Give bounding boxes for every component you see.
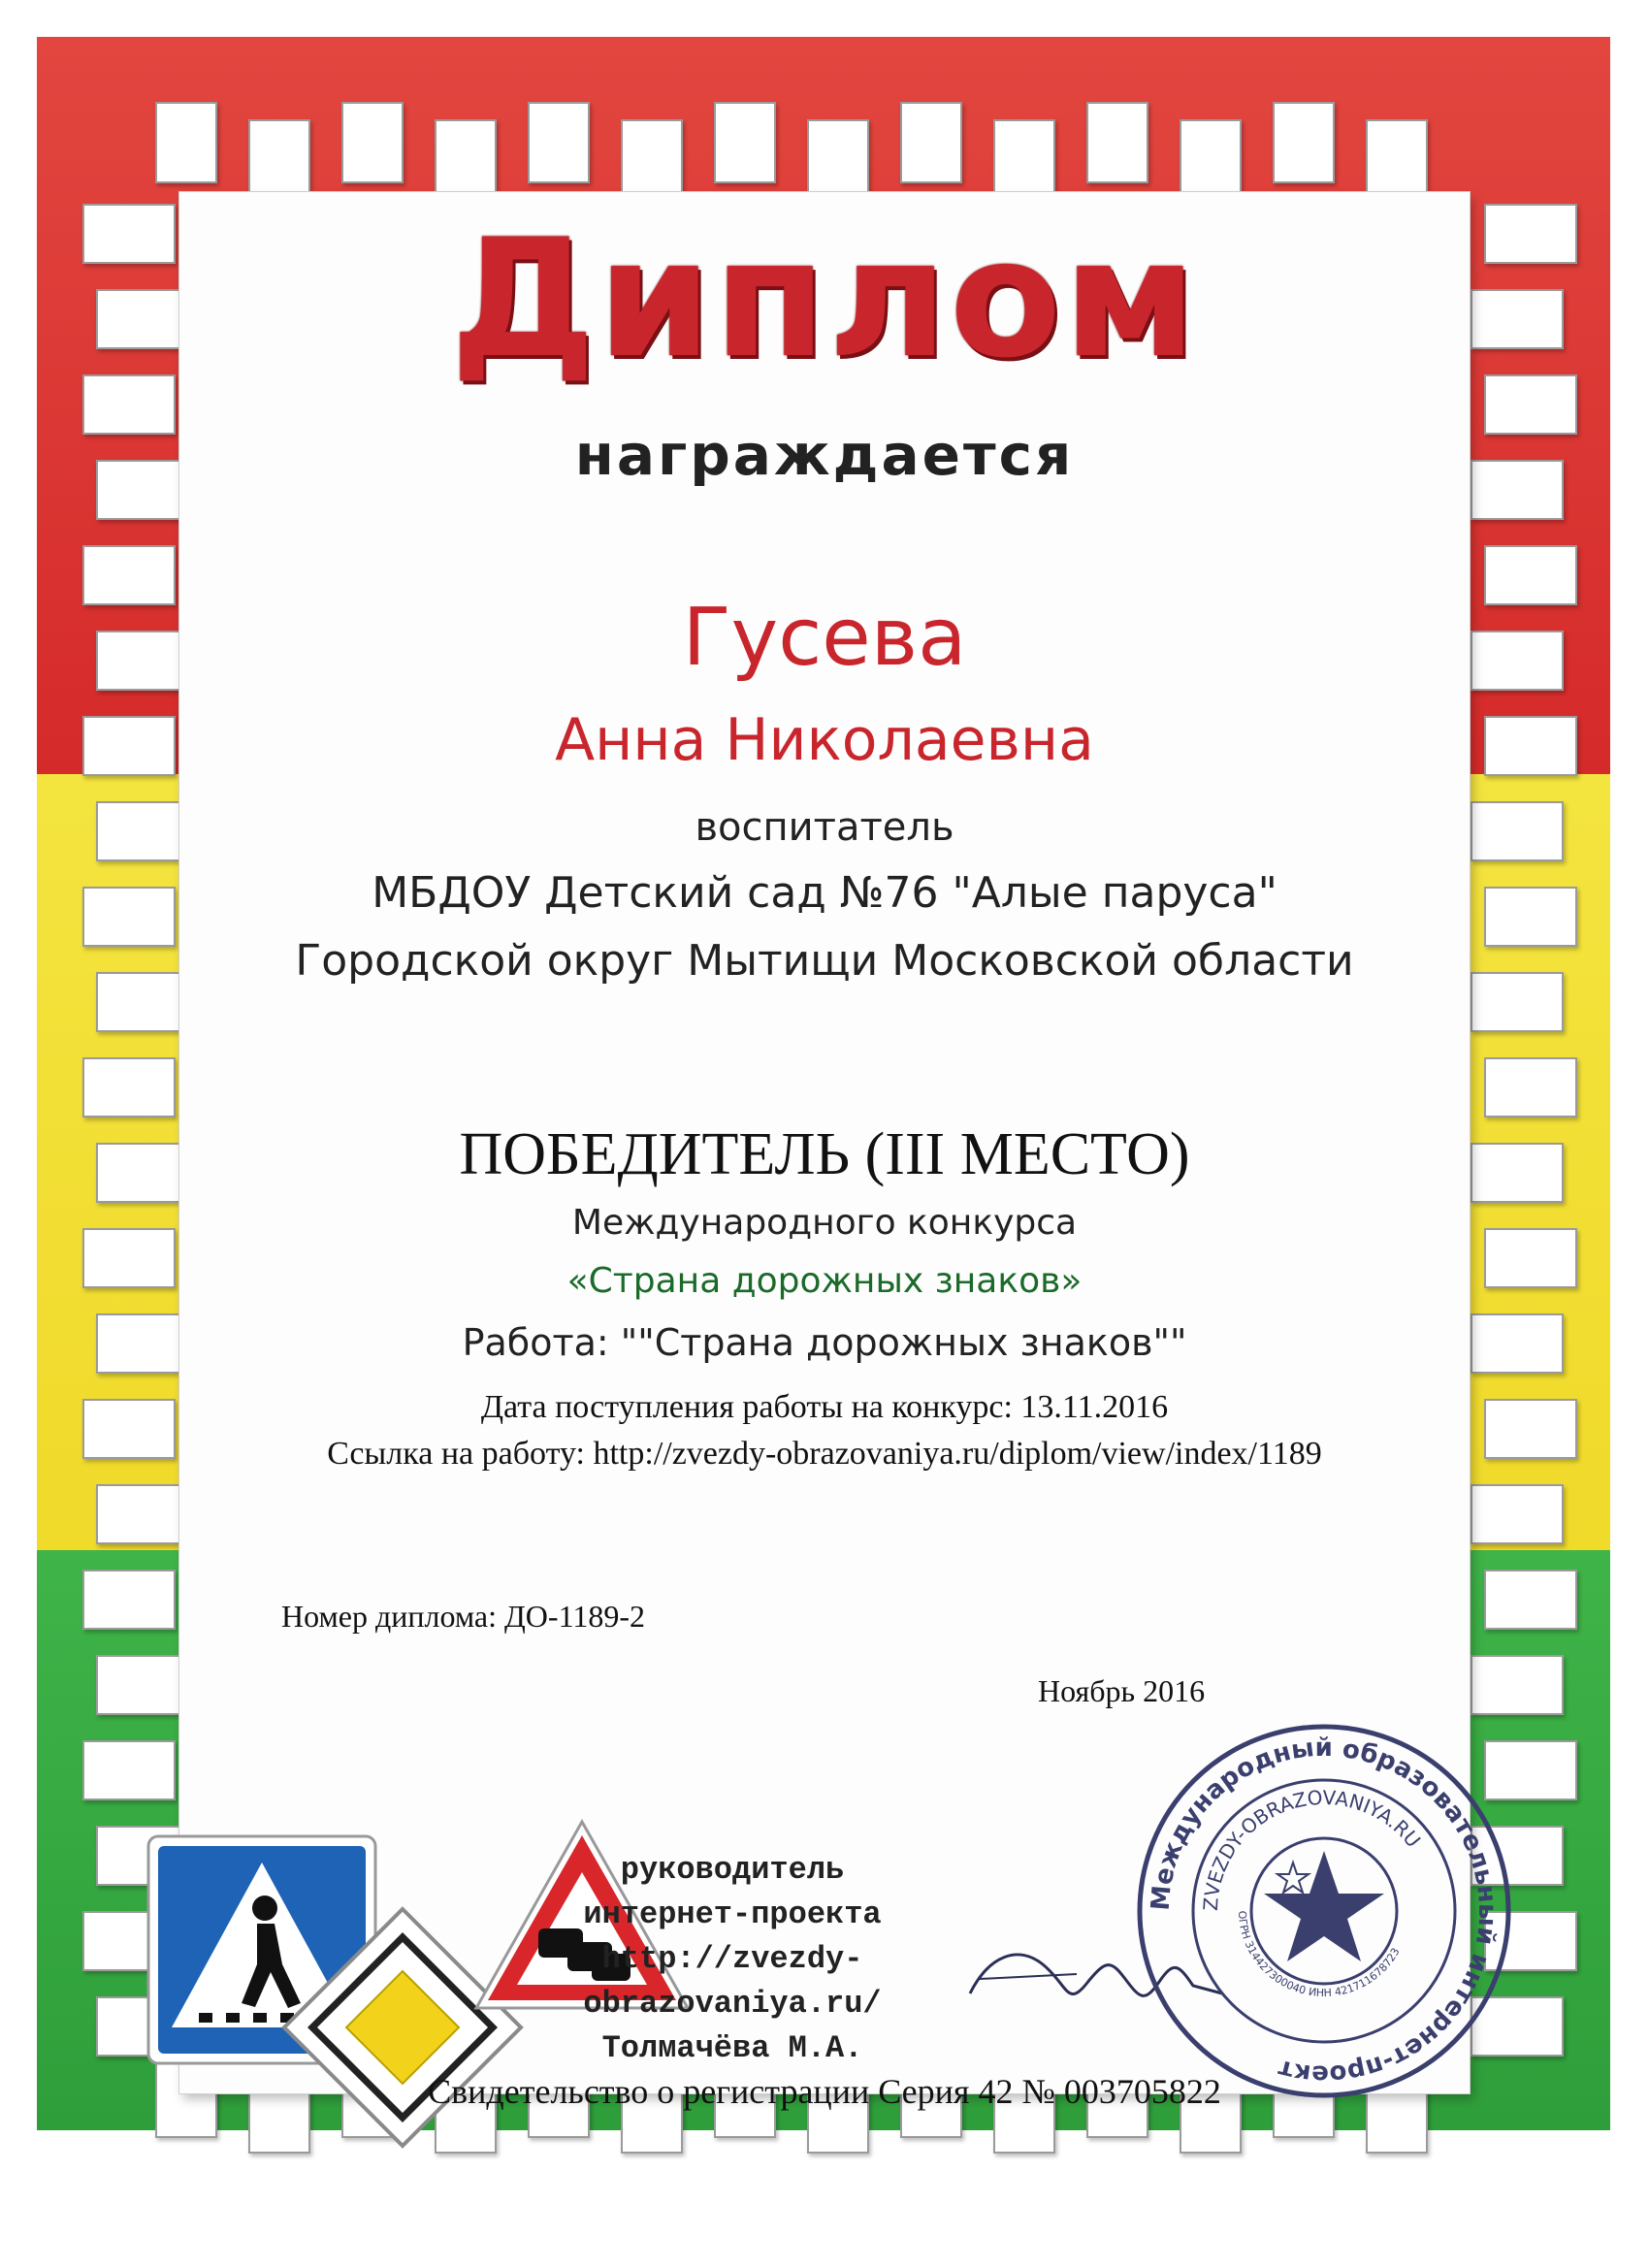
diploma-number: Номер диплома: ДО-1189-2 [281, 1599, 646, 1634]
stamp-outer-text: Международный образовательный интернет-проект [1146, 1733, 1503, 2090]
stamp-codes: ОГРН 314427300040 ИНН 421711678723 [1235, 1910, 1403, 2000]
frame-tile [807, 119, 869, 201]
frame-tile [435, 119, 497, 201]
stamp-inner-text: ZVEZDY-OBRAZOVANIYA.RU [1198, 1785, 1426, 1912]
frame-tile [1273, 102, 1335, 183]
head-url: http://zvezdy-obrazovaniya.ru/ [583, 1941, 882, 2022]
frame-tile [621, 119, 683, 201]
frame-tile [341, 102, 404, 183]
frame-tile [900, 102, 962, 183]
recipient-position: воспитатель [695, 805, 954, 850]
frame-tile [82, 1740, 176, 1800]
recipient-surname: Гусева [682, 592, 967, 684]
recipient-region: Городской округ Мытищи Московской области [295, 936, 1354, 986]
frame-tile [1484, 1057, 1577, 1118]
head-signature-block [456, 1848, 1009, 2071]
frame-tile [248, 119, 310, 201]
frame-tile [1180, 119, 1242, 201]
frame-tile [96, 1655, 189, 1715]
frame-tile [714, 102, 776, 183]
frame-tile [993, 119, 1055, 201]
diploma-title: Диплом [450, 204, 1199, 394]
issue-month: Ноябрь 2016 [1038, 1673, 1206, 1708]
frame-tile [96, 1484, 189, 1544]
frame-tile [155, 102, 217, 183]
recipient-name: Анна Николаевна [555, 706, 1094, 774]
recipient-organization: МБДОУ Детский сад №76 "Алые паруса" [372, 868, 1277, 918]
awarded-label: награждается [574, 422, 1075, 488]
head-name: Толмачёва М.А. [601, 2030, 863, 2066]
contest-type: Международного конкурса [571, 1203, 1078, 1243]
frame-tile [82, 1570, 176, 1630]
submission-date: Дата поступления работы на конкурс: 13.11.2016 [480, 1389, 1169, 1425]
stamp-star-icon [1264, 1851, 1384, 1961]
organization-stamp [1130, 1717, 1518, 2105]
frame-tile [1366, 119, 1428, 201]
frame-tile [1471, 1484, 1564, 1544]
work-link: Ссылка на работу: http://zvezdy-obrazovaniya.ru/diplom/view/index/1189 [327, 1436, 1322, 1472]
frame-tile [528, 102, 590, 183]
result-heading: ПОБЕДИТЕЛЬ (III МЕСТО) [459, 1121, 1190, 1187]
registration-certificate: Свидетельство о регистрации Серия 42 № 003705822 [428, 2072, 1221, 2111]
head-project: интернет-проекта [583, 1896, 882, 1932]
frame-tile [1484, 1570, 1577, 1630]
contest-name: «Страна дорожных знаков» [566, 1261, 1083, 1301]
frame-tile [1471, 1655, 1564, 1715]
frame-tile [82, 1057, 176, 1118]
frame-tile [1086, 102, 1148, 183]
work-title: Работа: ""Страна дорожных знаков"" [462, 1321, 1187, 1364]
head-title: руководитель [620, 1852, 845, 1888]
